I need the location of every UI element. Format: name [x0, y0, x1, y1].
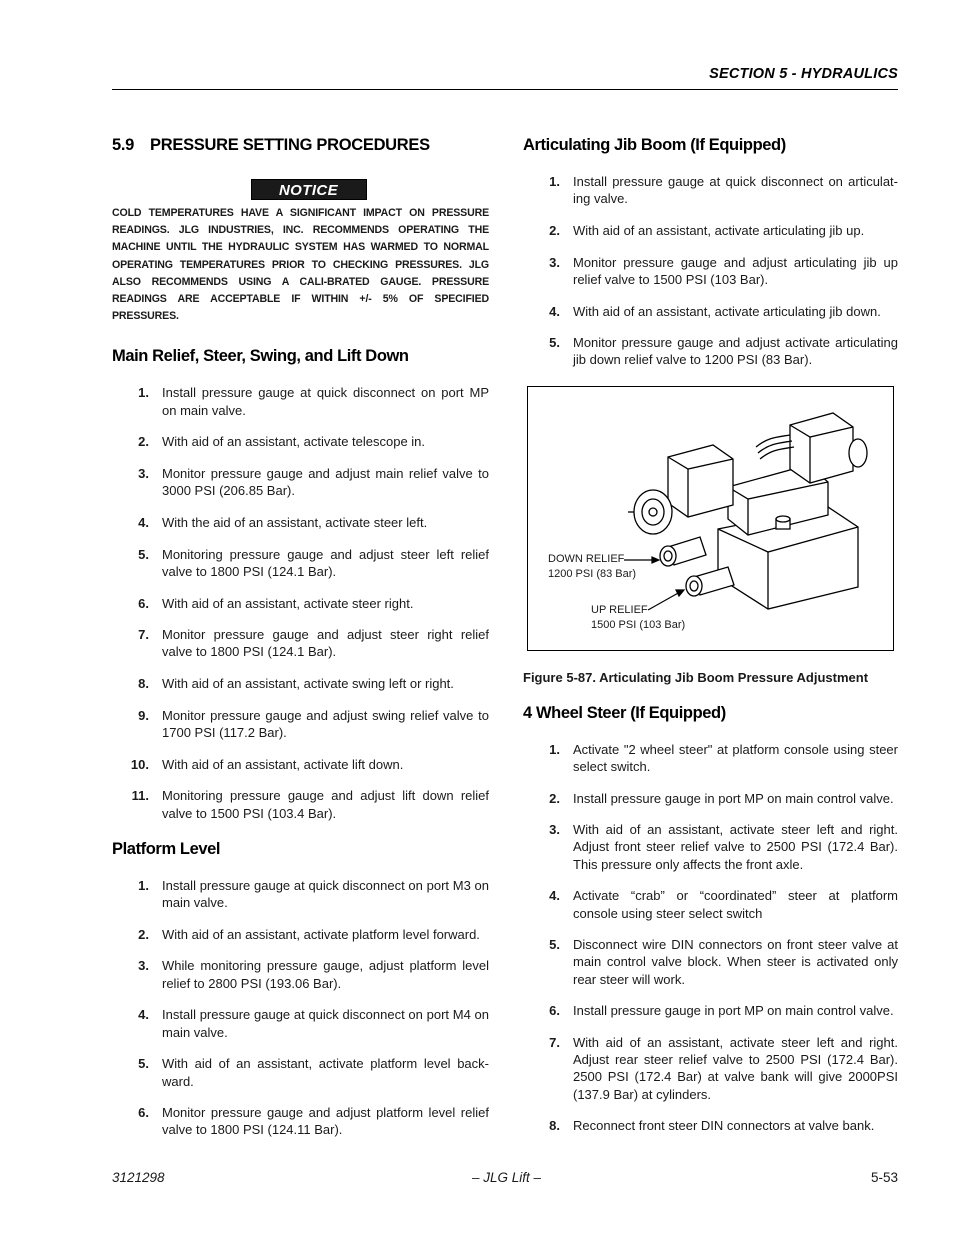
jib-boom-steps	[523, 173, 898, 369]
step-number: 5.	[138, 546, 149, 562]
list-item	[112, 1055, 489, 1089]
footer-doc-number: 3121298	[112, 1170, 165, 1185]
list-item	[112, 675, 489, 692]
step-number: 2.	[138, 434, 149, 450]
four-wheel-steps	[523, 741, 898, 1135]
step-text: Activate “crab” or “coordinated” steer at platform console using steer select switch	[573, 888, 898, 921]
step-text: With aid of an assistant, activate telescope in.	[162, 434, 426, 450]
header-rule	[112, 89, 898, 90]
footer-page-number: 5-53	[870, 1170, 898, 1185]
jib-boom-heading: Articulating Jib Boom (If Equipped)	[523, 136, 786, 154]
list-item	[112, 957, 489, 991]
step-number: 5.	[138, 1056, 149, 1072]
step-number: 7.	[138, 627, 149, 643]
step-text: Install pressure gauge in port MP on main control valve.	[573, 1003, 894, 1019]
step-text: With aid of an assistant, activate lift down.	[162, 756, 404, 772]
list-item	[523, 821, 898, 873]
right-column	[523, 134, 898, 1135]
list-item	[523, 741, 898, 775]
step-number: 1.	[138, 877, 149, 893]
notice-block	[112, 179, 489, 200]
step-text: With aid of an assistant, activate steer left and right. Adjust front steer relief valve to 2500 PSI (172.4 Bar). This pressure only affects the front axle.	[573, 822, 898, 872]
valve-illustration	[528, 387, 892, 649]
step-number: 2.	[549, 222, 560, 238]
step-number: 4.	[549, 303, 560, 319]
step-number: 3.	[549, 822, 560, 838]
step-text: With aid of an assistant, activate platform level forward.	[162, 926, 480, 942]
list-item	[523, 173, 898, 207]
section-title	[112, 136, 489, 155]
list-item	[523, 303, 898, 320]
step-number: 6.	[138, 1105, 149, 1121]
list-item	[112, 384, 489, 418]
step-text: Monitor pressure gauge and adjust swing relief valve to 1700 PSI (117.2 Bar).	[162, 707, 489, 741]
list-item	[112, 877, 489, 911]
figure-caption: Figure 5-87. Articulating Jib Boom Pressure Adjustment	[523, 669, 869, 685]
list-item	[112, 465, 489, 499]
step-number: 9.	[138, 707, 149, 723]
main-relief-steps	[112, 384, 489, 821]
list-item	[523, 254, 898, 288]
step-text: Activate "2 wheel steer" at platform console using steer select switch.	[573, 741, 898, 774]
platform-level-steps	[112, 877, 489, 1139]
list-item	[112, 1006, 489, 1040]
step-text: Install pressure gauge at quick disconnect on port M4 on main valve.	[162, 1007, 489, 1040]
step-text: Install pressure gauge at quick disconnect on port MP on main valve.	[162, 385, 489, 418]
step-number: 5.	[549, 335, 560, 351]
step-number: 4.	[549, 888, 560, 904]
section-header: SECTION 5 - HYDRAULICS	[709, 66, 898, 82]
step-text: Disconnect wire DIN connectors on front steer valve at main control valve block. When steer is activated only rear steer will work.	[573, 937, 898, 987]
list-item	[523, 790, 898, 807]
figure-jib-valve	[527, 386, 894, 651]
step-number: 2.	[549, 790, 560, 806]
step-text: Monitor pressure gauge and adjust main relief valve to 3000 PSI (206.85 Bar).	[162, 466, 489, 499]
up-relief-label: UP RELIEF 1500 PSI (103 Bar)	[591, 603, 686, 631]
list-item	[523, 334, 898, 368]
list-item	[523, 887, 898, 921]
step-text: Install pressure gauge at quick disconnect on port M3 on main valve.	[162, 877, 489, 911]
step-text: With aid of an assistant, activate platform level back-ward.	[162, 1056, 489, 1089]
list-item	[523, 1117, 898, 1134]
step-number: 4.	[138, 1007, 149, 1023]
list-item	[112, 926, 489, 943]
step-text: Install pressure gauge in port MP on main control valve.	[573, 790, 894, 806]
step-number: 10.	[130, 756, 149, 772]
section-number: 5.9	[112, 136, 135, 154]
step-number: 1.	[549, 741, 560, 757]
step-text: Monitor pressure gauge and adjust articulating jib up relief valve to 1500 PSI (103 Bar).	[573, 254, 898, 287]
step-number: 6.	[138, 595, 149, 611]
step-number: 7.	[549, 1035, 560, 1051]
section-title-text: PRESSURE SETTING PROCEDURES	[150, 136, 430, 154]
step-text: While monitoring pressure gauge, adjust platform level relief to 2800 PSI (193.06 Bar).	[162, 958, 489, 991]
notice-text: COLD TEMPERATURES HAVE A SIGNIFICANT IMPACT ON PRESSURE READINGS. JLG INDUSTRIES, INC. RECOMMENDS OPERATING THE MACHINE UNTIL THE HYDRAULIC SYSTEM HAS WARMED TO NORMAL OPERATING TEMPERATURES PRIOR TO CHECKING PRESSURES. JLG ALSO RECOMMENDS USING A CALI-BRATED GAUGE. PRESSURE READINGS ARE ACCEPTABLE IF WITHIN +/- 5% OF SPECIFIED PRESSURES.	[112, 207, 489, 323]
step-text: Monitor pressure gauge and adjust activate articulating jib down relief valve to 1200 PSI (83 Bar).	[573, 335, 898, 368]
notice-badge: NOTICE	[251, 179, 367, 200]
list-item	[523, 222, 898, 239]
list-item	[523, 1002, 898, 1019]
list-item	[112, 1104, 489, 1138]
list-item	[112, 595, 489, 612]
step-text: With aid of an assistant, activate steer left and right. Adjust rear steer relief valve to 2500 PSI (172.4 Bar). 2500 PSI (172.4 Bar) at valve bank will give 2000PSI (137.9 Bar) at cylinders.	[573, 1035, 898, 1102]
step-text: Monitoring pressure gauge and adjust steer left relief valve to 1800 PSI (124.1 Bar).	[162, 546, 489, 579]
step-text: Monitor pressure gauge and adjust steer right relief valve to 1800 PSI (124.1 Bar).	[162, 627, 489, 660]
step-number: 11.	[131, 788, 149, 804]
step-number: 3.	[549, 254, 560, 270]
step-text: Install pressure gauge at quick disconnect on articulat-ing valve.	[573, 174, 898, 207]
footer-center: – JLG Lift –	[472, 1170, 542, 1185]
step-number: 8.	[549, 1118, 560, 1134]
list-item	[112, 707, 489, 741]
step-number: 8.	[138, 676, 149, 692]
list-item	[523, 1034, 898, 1103]
list-item	[112, 433, 489, 450]
list-item	[112, 787, 489, 821]
step-number: 2.	[138, 926, 149, 942]
step-text: Reconnect front steer DIN connectors at valve bank.	[573, 1118, 875, 1134]
list-item	[523, 936, 898, 988]
step-text: With aid of an assistant, activate articulating jib down.	[573, 303, 881, 319]
list-item	[112, 756, 489, 773]
step-number: 6.	[549, 1003, 560, 1019]
step-number: 4.	[138, 514, 149, 530]
step-number: 3.	[138, 958, 149, 974]
four-wheel-heading: 4 Wheel Steer (If Equipped)	[523, 703, 726, 722]
step-text: Monitor pressure gauge and adjust platform level relief valve to 1800 PSI (124.11 Bar).	[162, 1105, 489, 1138]
list-item	[112, 546, 489, 580]
step-number: 1.	[138, 385, 149, 401]
step-text: With aid of an assistant, activate swing left or right.	[162, 676, 454, 692]
step-text: With aid of an assistant, activate articulating jib up.	[573, 222, 865, 238]
list-item	[112, 514, 489, 531]
main-relief-heading: Main Relief, Steer, Swing, and Lift Down	[112, 347, 409, 366]
step-text: With aid of an assistant, activate steer right.	[162, 595, 414, 611]
step-text: With the aid of an assistant, activate steer left.	[162, 514, 428, 530]
down-relief-label: DOWN RELIEF 1200 PSI (83 Bar)	[548, 552, 637, 580]
step-number: 5.	[549, 937, 560, 953]
step-number: 1.	[549, 174, 560, 189]
platform-level-heading: Platform Level	[112, 839, 221, 858]
left-column	[112, 134, 489, 1139]
step-number: 3.	[138, 466, 149, 482]
step-text: Monitoring pressure gauge and adjust lift down relief valve to 1500 PSI (103.4 Bar).	[162, 788, 489, 821]
list-item	[112, 626, 489, 660]
